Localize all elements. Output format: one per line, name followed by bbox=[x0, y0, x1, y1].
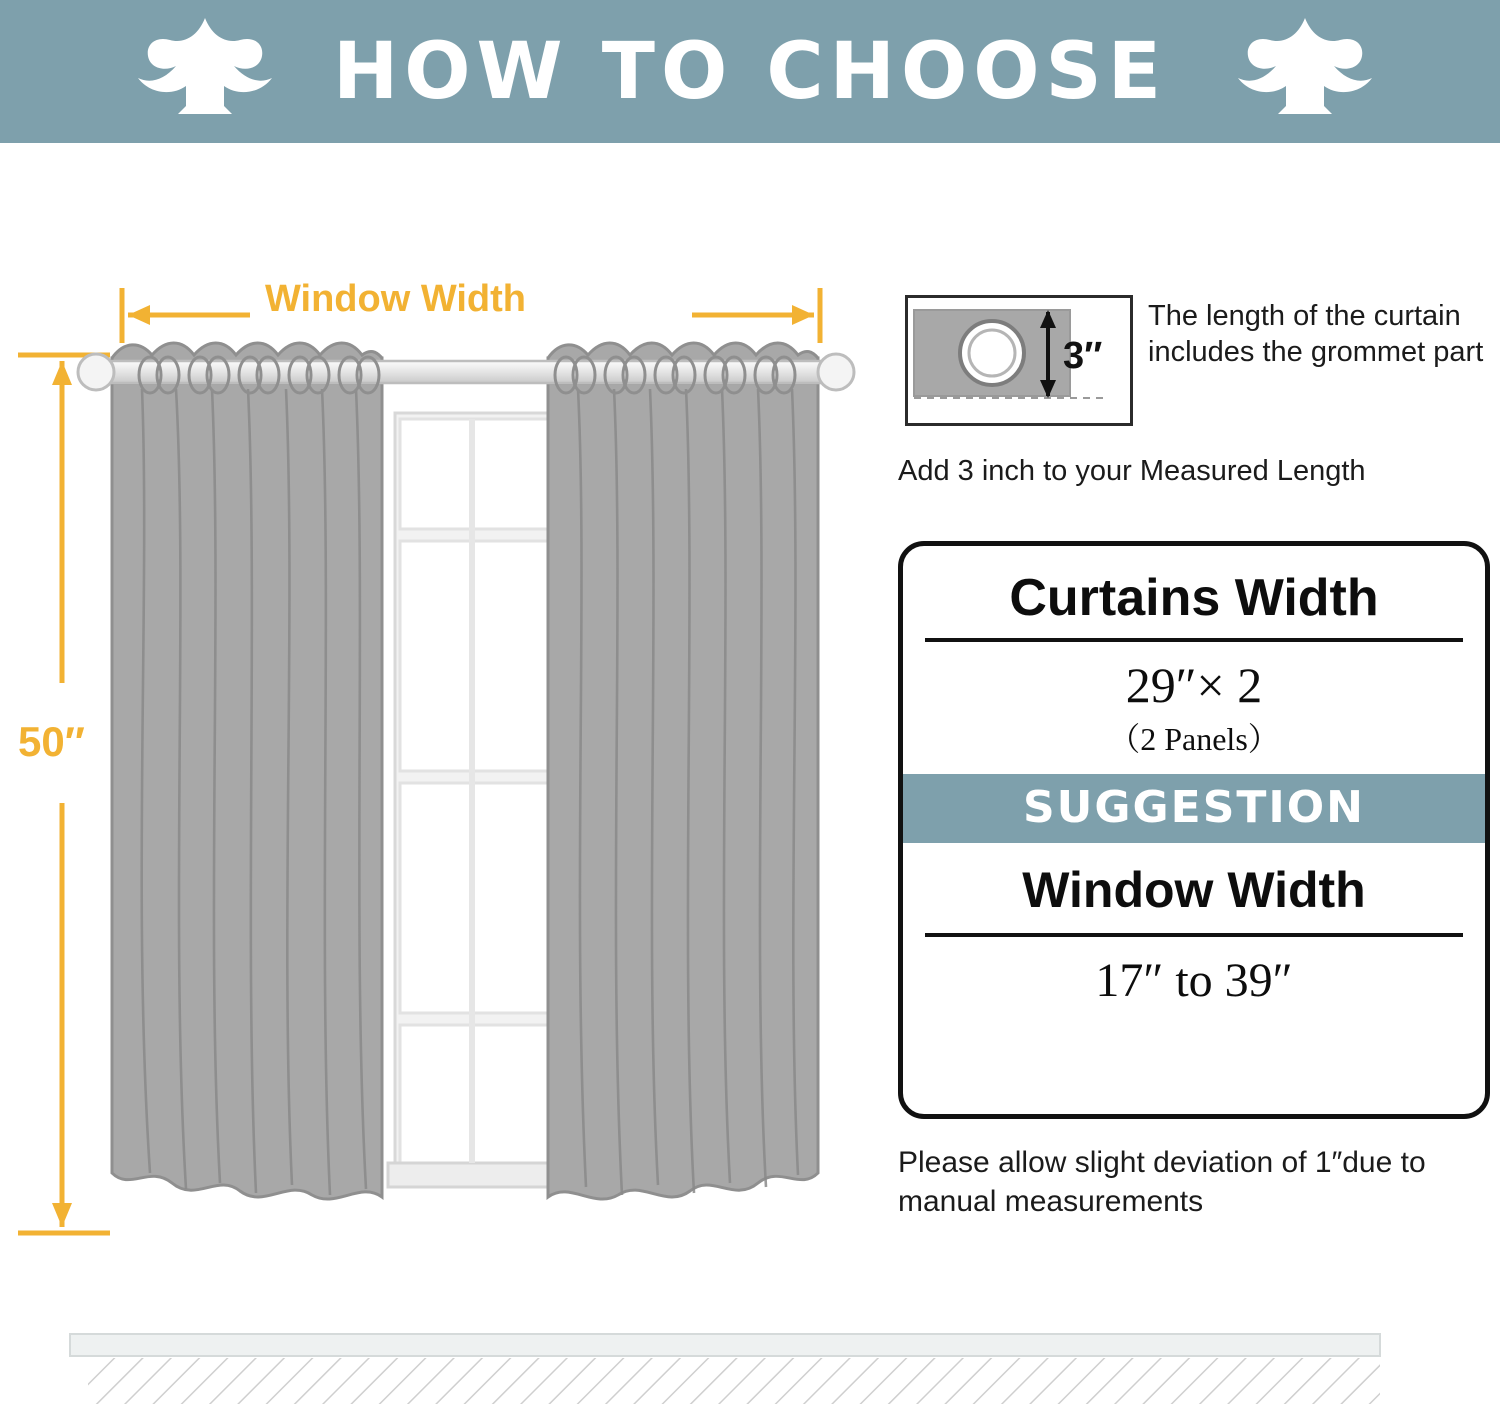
curtains-width-value: 29″× 2 bbox=[1125, 657, 1263, 713]
floor-strip bbox=[0, 1330, 1500, 1404]
curtain-height-dimension-label: 50″ bbox=[18, 718, 85, 765]
grommet-measure-label: 3″ bbox=[1063, 335, 1103, 377]
window-width-range: 17″ to 39″ bbox=[1095, 954, 1293, 1007]
floor-svg bbox=[0, 1330, 1500, 1404]
window-width-title: Window Width bbox=[1022, 862, 1366, 918]
deviation-note: Please allow slight deviation of 1″due to manual measurements bbox=[898, 1146, 1426, 1218]
curtain-window-diagram bbox=[0, 143, 880, 1293]
suggestion-band: SUGGESTION bbox=[903, 774, 1485, 843]
fleur-de-lis-icon bbox=[120, 10, 290, 130]
curtain-panel-right bbox=[548, 343, 818, 1199]
fleur-de-lis-icon bbox=[1220, 10, 1390, 130]
curtains-width-panels: （2 Panels） bbox=[1108, 721, 1280, 757]
curtains-width-title: Curtains Width bbox=[1009, 569, 1379, 627]
page-title: HOW TO CHOOSE bbox=[332, 26, 1168, 117]
add-length-note: Add 3 inch to your Measured Length bbox=[898, 455, 1366, 487]
right-info-column bbox=[890, 143, 1490, 1293]
window-width-dimension-label: Window Width bbox=[265, 278, 527, 320]
grommet-note-text: The length of the curtain includes the grommet part bbox=[1148, 300, 1484, 369]
size-suggestion-card bbox=[898, 541, 1490, 1119]
window-frame bbox=[388, 413, 564, 1187]
curtain-panel-left bbox=[112, 343, 382, 1199]
grommet-detail-svg bbox=[908, 298, 1130, 423]
grommet-detail-box bbox=[905, 295, 1133, 426]
height-dimension-arrow bbox=[18, 355, 110, 1233]
header-banner bbox=[0, 0, 1500, 143]
